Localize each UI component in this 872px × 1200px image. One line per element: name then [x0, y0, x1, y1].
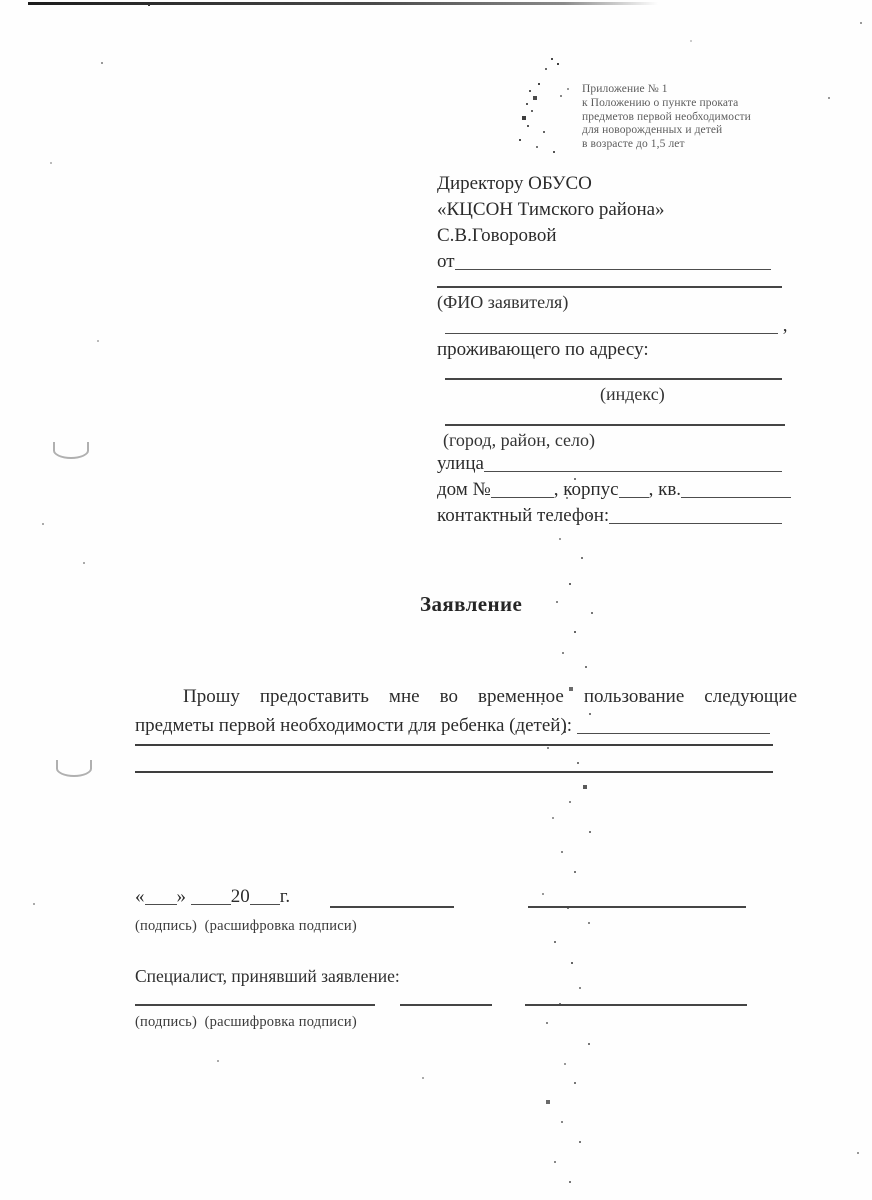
applicant-name-blank-2 [437, 286, 782, 288]
building-label: , корпус [553, 479, 619, 500]
recipient-director: Директору ОБУСО [437, 173, 592, 194]
close-quote: » [176, 886, 186, 907]
specialist-signature-blank [135, 1004, 375, 1006]
index-blank [445, 378, 782, 380]
recipient-organization: «КЦСОН Тимского района» [437, 199, 665, 220]
house-row [437, 478, 791, 502]
hole-punch-mark [56, 760, 92, 777]
street-label: улица [437, 453, 484, 474]
signature-captions [135, 918, 357, 935]
request-line-1: Прошу предоставить мне во временное пользование следующие [183, 686, 797, 707]
appendix-line: Приложение № 1 [582, 83, 668, 95]
city-blank [445, 424, 785, 426]
appendix-line: предметов первой необходимости [582, 110, 751, 123]
recipient-name: С.В.Говоровой [437, 225, 557, 246]
sign-caption: (подпись) [135, 918, 197, 934]
phone-row [437, 504, 782, 528]
request-line-2-text: предметы первой необходимости для ребенка (детей): [135, 715, 573, 736]
from-row [437, 250, 771, 274]
items-blank-line-2 [135, 771, 773, 773]
hole-punch-mark [53, 442, 89, 459]
appendix-note [582, 83, 751, 152]
sign-caption: (подпись) [135, 1014, 197, 1030]
year-blank [250, 887, 280, 905]
fio-extra-blank [445, 316, 778, 334]
signature-blank [330, 906, 454, 908]
from-label: от [437, 251, 455, 272]
building-blank [619, 480, 649, 498]
items-blank-inline [577, 716, 770, 734]
apartment-label: , кв. [648, 479, 682, 500]
day-blank [145, 887, 177, 905]
appendix-line: к Положению о пункте проката [582, 96, 739, 109]
index-caption: (индекс) [600, 384, 665, 404]
decode-caption: (расшифровка подписи) [204, 1014, 357, 1030]
scan-noise-speckles [0, 0, 2, 2]
applicant-name-blank [455, 252, 771, 270]
fio-caption: (ФИО заявителя) [437, 292, 569, 312]
scanner-edge-artifact [28, 2, 658, 5]
open-quote: « [135, 886, 145, 907]
appendix-line: для новорожденных и детей [582, 124, 723, 137]
phone-label: контактный телефон: [437, 505, 610, 526]
document-title: Заявление [420, 592, 523, 616]
house-label: дом № [437, 479, 491, 500]
year-suffix: г. [279, 886, 291, 907]
specialist-label: Специалист, принявший заявление: [135, 966, 400, 986]
address-label: проживающего по адресу: [437, 339, 649, 360]
house-blank [491, 480, 554, 498]
month-blank [191, 887, 231, 905]
signature-decode-blank [528, 906, 746, 908]
specialist-middle-blank [400, 1004, 492, 1006]
phone-blank [609, 506, 782, 524]
year-prefix: 20 [230, 886, 250, 907]
fio-extra-row [445, 314, 788, 338]
items-blank-line-1 [135, 744, 773, 746]
apartment-blank [681, 480, 791, 498]
street-blank [484, 454, 782, 472]
comma: , [782, 315, 788, 336]
request-paragraph [135, 682, 797, 740]
street-row [437, 452, 782, 476]
specialist-decode-blank [525, 1004, 747, 1006]
request-line-2 [135, 711, 797, 740]
decode-caption: (расшифровка подписи) [204, 918, 357, 934]
date-row [135, 886, 290, 908]
city-caption: (город, район, село) [443, 430, 595, 450]
specialist-captions [135, 1014, 357, 1031]
appendix-line: в возрасте до 1,5 лет [582, 138, 685, 151]
